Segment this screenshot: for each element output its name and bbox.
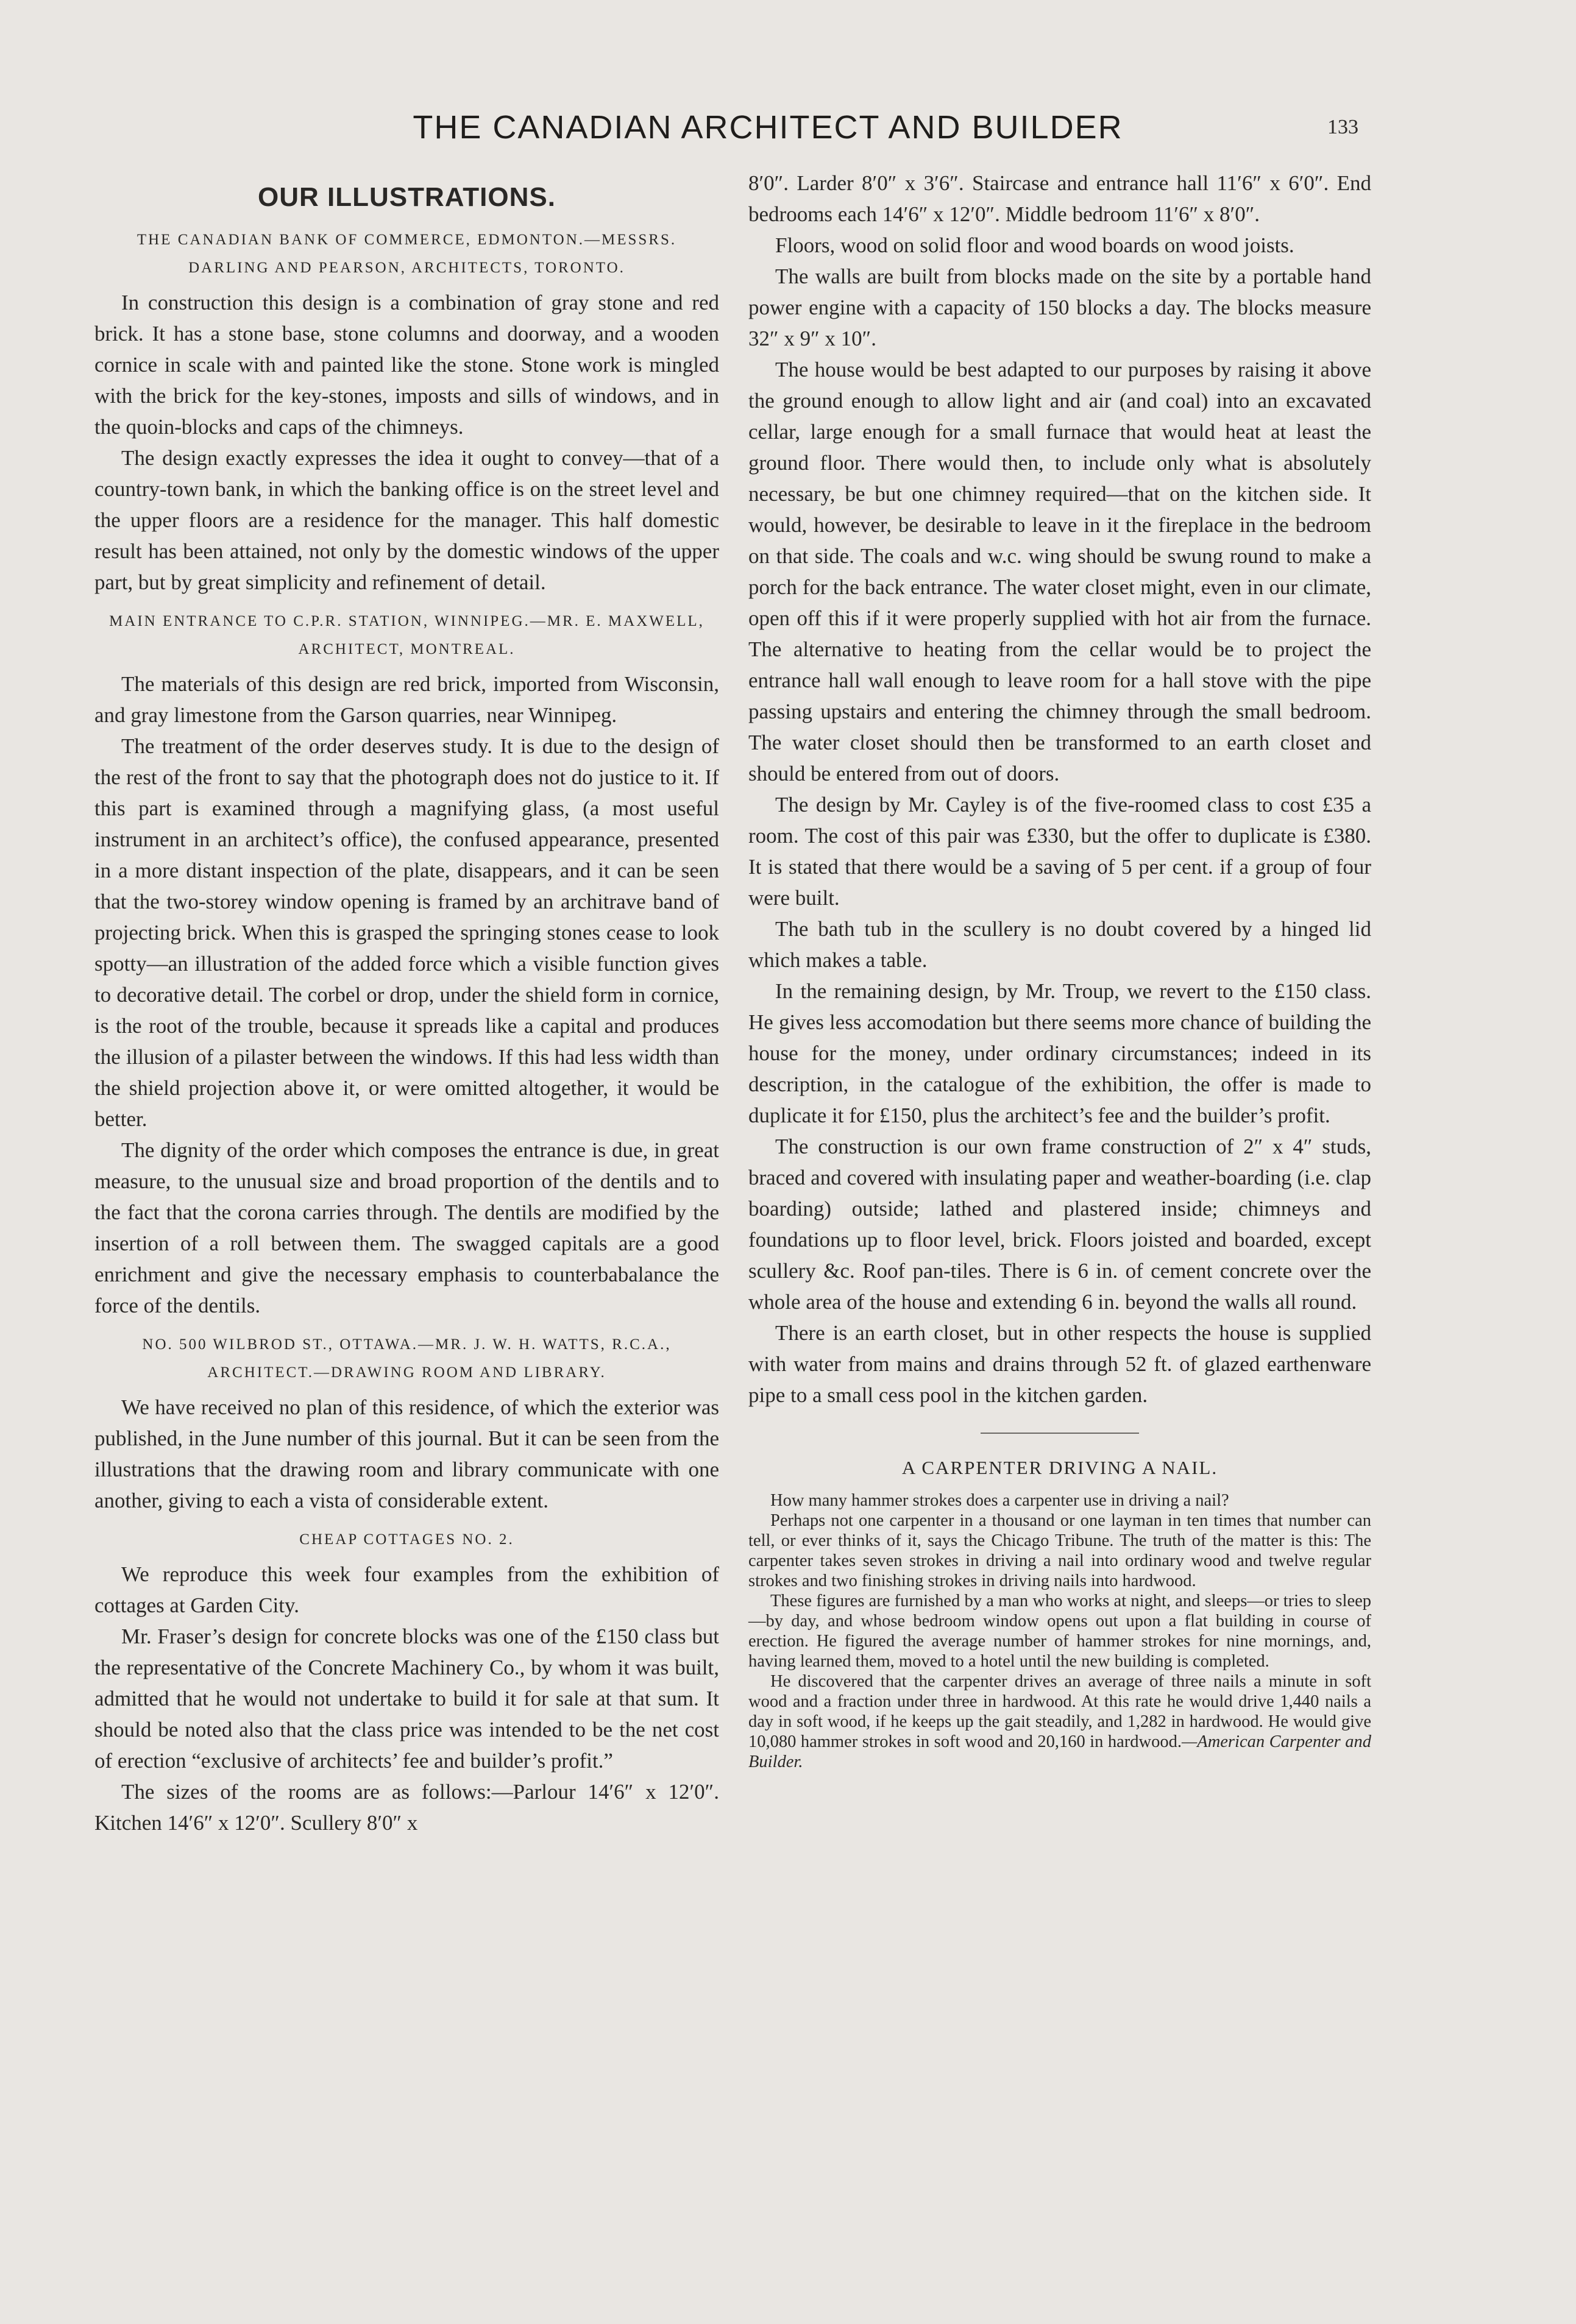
walls-paragraph: The walls are built from blocks made on the site by a portable hand power engine with a capacity of 150 blocks a day. The blocks measure 32″ x 9″ x 10″.: [748, 264, 1371, 350]
bank-caption: THE CANADIAN BANK OF COMMERCE, EDMONTON.—MESSRS. DARLING AND PEARSON, ARCHITECTS, TORONTO.: [137, 232, 677, 276]
cpr-paragraph-1: The materials of this design are red brick, imported from Wisconsin, and gray limestone from the Garson quarries, near Winnipeg.: [94, 672, 719, 727]
nail-article: [748, 1490, 1371, 1772]
floors-paragraph: Floors, wood on solid floor and wood boards on wood joists.: [775, 233, 1294, 257]
wilbrod-paragraph-1: We have received no plan of this residence, of which the exterior was published, in the June number of this journal. But it can be seen from the illustrations that the drawing room and library communicate with one another, giving to each a vista of considerable extent.: [94, 1395, 719, 1512]
nail-paragraph-3: These figures are furnished by a man who works at night, and sleeps—or tries to sleep—by day, and whose bedroom window opens out upon a flat building in course of erection. He figured the average number of hammer strokes for nine mornings, and, having learned them, moved to a hotel until the new building is completed.: [748, 1592, 1371, 1671]
earth-closet-paragraph: There is an earth closet, but in other respects the house is supplied with water from mains and drains through 52 ft. of glazed earthenware pipe to a small cess pool in the kitchen garden.: [748, 1321, 1371, 1407]
nail-paragraph-4-text: He discovered that the carpenter drives an average of three nails a minute in soft wood and a fraction under three in hardwood. At this rate he would drive 1,440 nails a day in soft wood, if he keeps up the gait steadily, and 1,282 in hardwood. He would give 10,080 hammer strokes in soft wood and 20,160 in hardwood.: [748, 1672, 1371, 1751]
section-divider: [981, 1433, 1139, 1434]
nail-paragraph-1: How many hammer strokes does a carpenter use in driving a nail?: [770, 1491, 1229, 1510]
left-column: [94, 171, 719, 1838]
nail-paragraph-4: [748, 1671, 1371, 1772]
troup-paragraph: In the remaining design, by Mr. Troup, we revert to the £150 class. He gives less accomodation but there seems more chance of building the house for the money, under ordinary circumstances; indeed in its description, in the catalogue of the exhibition, the offer is made to duplicate it for £150, plus the architect’s fee and the builder’s profit.: [748, 979, 1371, 1127]
continued-paragraph: 8′0″. Larder 8′0″ x 3′6″. Staircase and entrance hall 11′6″ x 6′0″. End bedrooms each 14′6″ x 12′0″. Middle bedroom 11′6″ x 8′0″.: [748, 171, 1371, 226]
bank-paragraph-1: In construction this design is a combination of gray stone and red brick. It has a stone base, stone columns and doorway, and a wooden cornice in scale with and painted like the stone. Stone work is mingled with the brick for the key-stones, imposts and sills of windows, and in the quoin-blocks and caps of the chimneys.: [94, 291, 719, 439]
wilbrod-caption: NO. 500 WILBROD ST., OTTAWA.—MR. J. W. H. WATTS, R.C.A., ARCHITECT.—DRAWING ROOM AND LIBRARY.: [142, 1336, 672, 1381]
right-column: [748, 168, 1371, 1772]
cottages-paragraph-1: We reproduce this week four examples from the exhibition of cottages at Garden City.: [94, 1562, 719, 1617]
cottages-paragraph-3: The sizes of the rooms are as follows:—Parlour 14′6″ x 12′0″. Kitchen 14′6″ x 12′0″. Scullery 8′0″ x: [94, 1780, 719, 1835]
page-number: 133: [1327, 116, 1358, 138]
cayley-paragraph: The design by Mr. Cayley is of the five-roomed class to cost £35 a room. The cost of this pair was £330, but the offer to duplicate is £380. It is stated that there would be a saving of 5 per cent. if a group of four were built.: [748, 793, 1371, 910]
cottages-paragraph-2: Mr. Fraser’s design for concrete blocks was one of the £150 class but the representative of the Concrete Machinery Co., by whom it was built, admitted that he would not undertake to build it for sale at that sum. It should be noted also that the class price was intended to be the net cost of erection “exclusive of architects’ fee and builder’s profit.”: [94, 1624, 719, 1773]
nail-article-title: A CARPENTER DRIVING A NAIL.: [901, 1457, 1218, 1478]
nail-credit: —American Carpenter and Builder.: [748, 1732, 1371, 1771]
journal-title: THE CANADIAN ARCHITECT AND BUILDER: [413, 109, 1123, 146]
bank-paragraph-2: The design exactly expresses the idea it ought to convey—that of a country-town bank, in which the banking office is on the street level and the upper floors are a residence for the manager. This half domestic result has been attained, not only by the domestic windows of the upper part, but by great simplicity and refinement of detail.: [94, 446, 719, 594]
cottages-caption: CHEAP COTTAGES NO. 2.: [299, 1531, 514, 1548]
cpr-paragraph-2: The treatment of the order deserves study. It is due to the design of the rest of the front to say that the photograph does not do justice to it. If this part is examined through a magnifying glass, (a most useful instrument in an architect’s office), the confused appearance, presented in a more distant inspection of the plate, disappears, and it can be seen that the two-storey window opening is framed by an architrave band of projecting brick. When this is grasped the springing stones cease to look spotty—an illustration of the added force which a visible function gives to decorative detail. The corbel or drop, under the shield form in cornice, is the root of the trouble, because it spreads like a capital and produces the illusion of a pilaster between the windows. If this had less width than the shield projection above it, or were omitted altogether, it would be better.: [94, 734, 719, 1131]
house-paragraph: The house would be best adapted to our purposes by raising it above the ground enough to allow light and air (and coal) into an excavated cellar, large enough for a small furnace that would heat at least the ground floor. There would then, to include only what is absolutely necessary, be but one chimney required—that on the kitchen side. It would, however, be desirable to leave in it the fireplace in the bedroom on that side. The coals and w.c. wing should be swung round to make a porch for the back entrance. The water closet might, even in our climate, open off this if it were properly supplied with hot air from the furnace. The alternative to heating from the cellar would be to project the entrance hall wall enough to leave room for a hall stove with the pipe passing upstairs and entering the chimney through the small bedroom. The water closet should then be transformed to an earth closet and should be entered from out of doors.: [748, 358, 1371, 785]
cpr-caption: MAIN ENTRANCE TO C.P.R. STATION, WINNIPEG.—MR. E. MAXWELL, ARCHITECT, MONTREAL.: [109, 613, 705, 657]
construction-paragraph: The construction is our own frame construction of 2″ x 4″ studs, braced and covered with insulating paper and weather-boarding (i.e. clap boarding) outside; lathed and plastered inside; chimneys and foundations up to floor level, brick. Floors joisted and boarded, except scullery &c. Roof pan-tiles. There is 6 in. of cement concrete over the whole area of the house and extending 6 in. beyond the walls all round.: [748, 1135, 1371, 1314]
cpr-paragraph-3: The dignity of the order which composes the entrance is due, in great measure, to the unusual size and broad proportion of the dentils and to the fact that the corona carries through. The dentils are modified by the insertion of a roll between them. The swagged capitals are a good enrichment and give the necessary emphasis to counterbabalance the force of the dentils.: [94, 1138, 719, 1317]
nail-paragraph-2: Perhaps not one carpenter in a thousand or one layman in ten times that number can tell, or ever thinks of it, says the Chicago Tribune. The truth of the matter is this: The carpenter takes seven strokes in driving a nail into ordinary wood and twelve regular strokes and two finishing strokes in driving nails into hardwood.: [748, 1511, 1371, 1590]
bath-paragraph: The bath tub in the scullery is no doubt covered by a hinged lid which makes a table.: [748, 917, 1371, 972]
section-title: OUR ILLUSTRATIONS.: [258, 182, 556, 212]
